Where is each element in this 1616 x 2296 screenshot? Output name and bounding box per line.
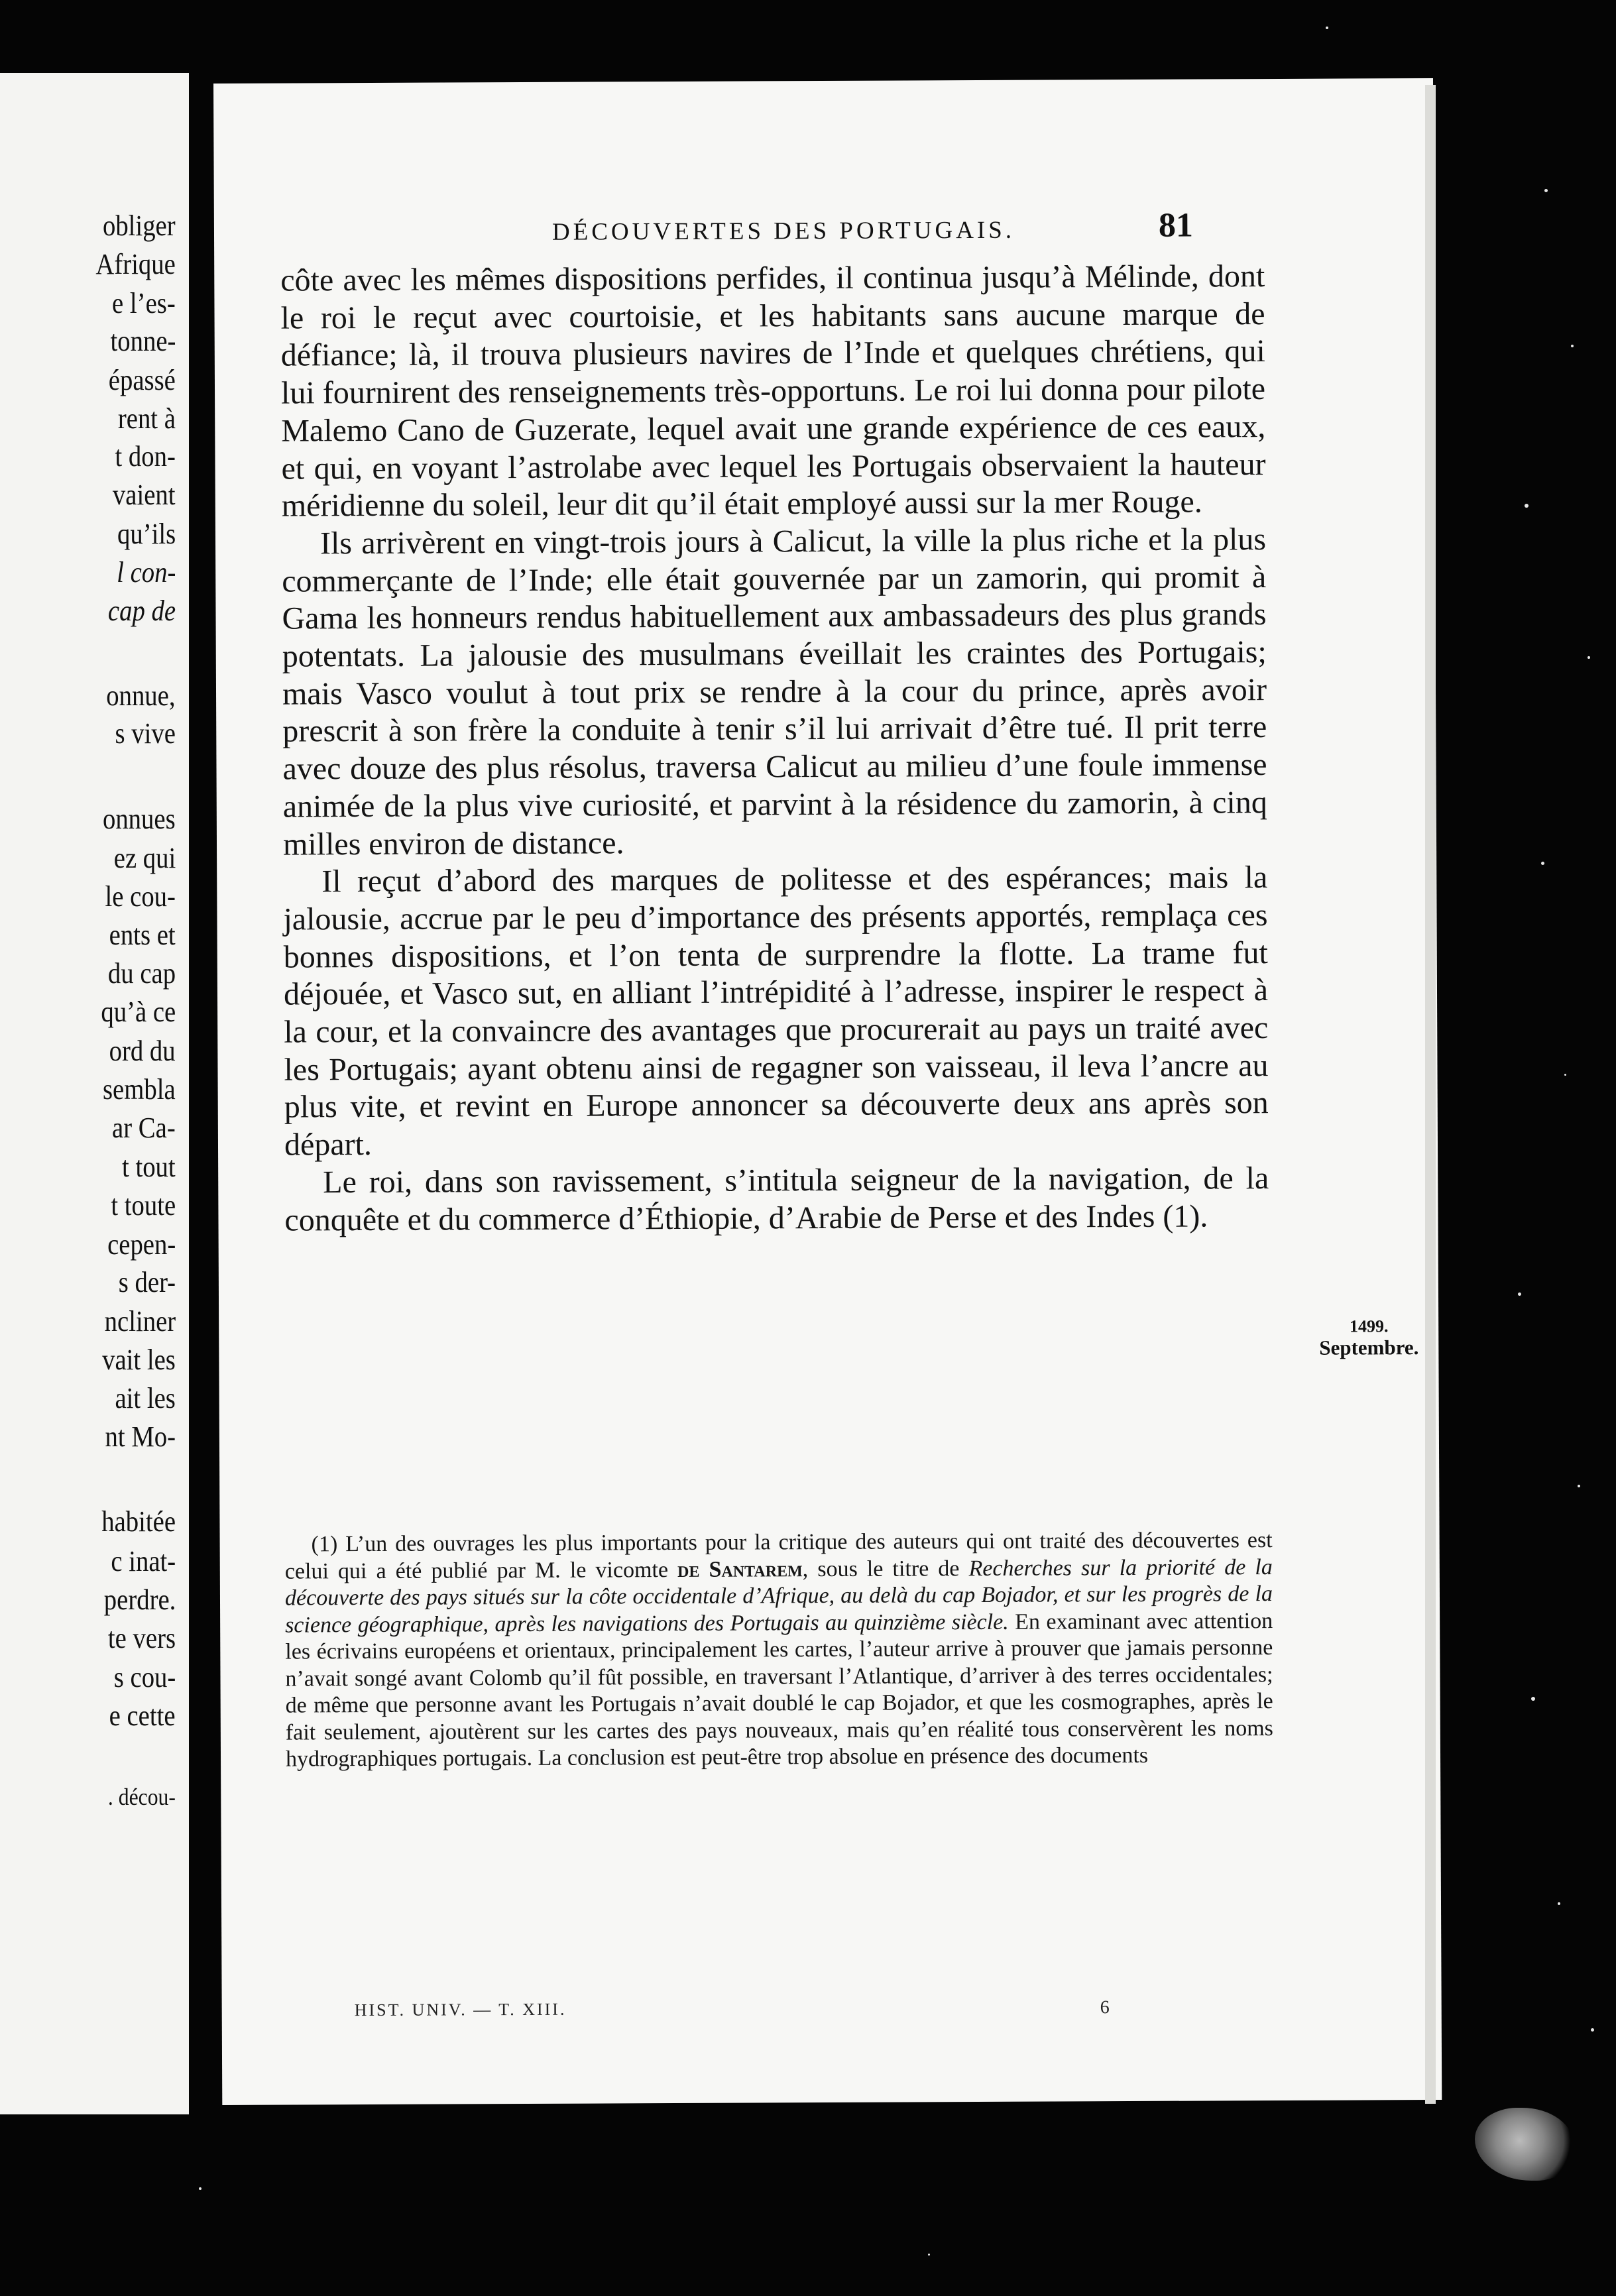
left-page-line: ord du — [109, 1035, 176, 1067]
printer-signature: HIST. UNIV. — T. XIII. — [354, 1999, 567, 2020]
left-page-line: onnues — [103, 803, 176, 835]
left-page-line: s vive — [115, 717, 176, 750]
body-text — [280, 258, 1269, 1239]
left-page-line: t tout — [122, 1151, 176, 1183]
left-page-line: qu’ils — [117, 518, 176, 550]
page-edge — [1425, 85, 1436, 2104]
left-page-line: vaient — [113, 479, 176, 511]
footnote-text-3: En examinant avec attention les écrivains européens et orientaux, principalement les cartes, l’auteur arrive à prouver que jamais personne n’avait songé avant Colomb qu’il fût possible, en traversant l’Atlantique, d’arriver à des terres occidentales; de même que personne avant les Portugais n’avait doublé le cap Bojador, et que les cosmographes, après le fait seulement, ajoutèrent sur les cartes des pays nouveaux, mais qu’en réalité tous conservèrent les noms hydrographiques portugais. La conclusion est peut-être trop absolue en présence des documents — [285, 1608, 1273, 1772]
left-page-line: . décou- — [107, 1784, 176, 1810]
paragraph: côte avec les mêmes dispositions perfides, il continua jusqu’à Mélinde, dont le roi le reçut avec courtoisie, et les habitants sans aucune marque de défiance; là, il trouva plusieurs navires de l’Inde et quelques chrétiens, qui lui fournirent des renseignements très-opportuns. Le roi lui donna pour pilote Malemo Cano de Guzerate, lequel avait une grande expérience de ces eaux, et qui, en voyant l’astrolabe avec lequel les Portugais observaient la hauteur méridienne du soleil, leur dit qu’il était employé aussi sur la mer Rouge. — [280, 258, 1266, 524]
left-page-line: e cette — [109, 1699, 176, 1732]
left-page-line: ait les — [115, 1382, 176, 1414]
dust-speck — [1541, 862, 1544, 865]
left-page-line: Afrique — [95, 248, 176, 280]
left-page-line: s cou- — [113, 1661, 176, 1693]
left-page-line: t don- — [115, 440, 176, 473]
left-page-line: s der- — [118, 1266, 176, 1298]
dust-speck — [1544, 189, 1548, 192]
left-facing-page — [0, 73, 189, 2114]
page-number: 81 — [1158, 206, 1194, 245]
left-page-line: e l’es- — [112, 287, 176, 319]
left-page-line: onnue, — [106, 679, 176, 712]
footnote-book-title: Recherches sur la priorité de la découverte des pays situés sur la côte occidentale d’Afrique, au delà du cap Bojador, et sur les progrès de la science géographique, après les navigations des Portugais au quinzième siècle. — [284, 1554, 1273, 1638]
left-page-line: du cap — [107, 957, 176, 990]
dust-speck — [1587, 656, 1590, 659]
left-page-line: épassé — [108, 364, 176, 396]
running-title: DÉCOUVERTES DES PORTUGAIS. — [551, 216, 1015, 246]
dust-speck — [1525, 504, 1529, 508]
left-page-line: cap de — [107, 595, 176, 627]
dust-speck — [928, 2254, 930, 2256]
left-page-line: perdre. — [103, 1583, 176, 1616]
book-page — [213, 78, 1442, 2105]
margin-note-date — [1306, 1316, 1432, 1359]
paragraph: Le roi, dans son ravissement, s’intitula seigneur de la navigation, de la conquête et du commerce d’Éthiopie, d’Arabie de Perse et des Indes (1). — [284, 1160, 1269, 1238]
left-page-line: t toute — [111, 1189, 176, 1222]
left-page-line: sembla — [103, 1073, 176, 1106]
left-page-line: vait les — [102, 1344, 176, 1376]
dust-speck — [1558, 1902, 1560, 1905]
footnote-marker: (1) — [311, 1532, 338, 1557]
left-page-line: ents et — [109, 919, 176, 951]
left-page-line: obliger — [103, 209, 176, 242]
left-page-line: c inat- — [111, 1545, 176, 1578]
left-page-line: habitée — [101, 1505, 176, 1538]
left-page-line: qu’à ce — [101, 996, 176, 1028]
dust-speck — [1591, 2028, 1594, 2032]
dust-speck — [1578, 1485, 1580, 1487]
paragraph: Il reçut d’abord des marques de politesse et des espérances; mais la jalousie, accrue par le peu d’importance des présents apportés, remplaça ces bonnes dispositions, et l’on tenta de surprendre la flotte. La trame fut déjouée, et Vasco sut, en alliant l’intrépidité à l’adresse, inspirer le respect à la cour, et la convaincre des avantages que procurerait au pays un traité avec les Portugais; ayant obtenu ainsi de regagner son vaisseau, il leva l’ancre au plus vite, et revint en Europe annoncer sa découverte deux ans après son départ. — [283, 860, 1269, 1163]
left-page-line: ar Ca- — [112, 1112, 176, 1144]
left-page-line: ez qui — [113, 842, 176, 874]
left-page-line: tonne- — [110, 325, 176, 357]
dust-speck — [199, 2187, 202, 2190]
footnote-text-2: , sous le titre de — [802, 1556, 960, 1581]
dust-speck — [1564, 1074, 1566, 1076]
footnote-text-1: L’un des ouvrages les plus importants pour la critique des auteurs qui ont traité des découvertes est celui qui a été publié par M. le vicomte — [284, 1528, 1273, 1584]
left-page-line: nt Mo- — [105, 1420, 176, 1453]
left-page-line: l con- — [116, 556, 176, 589]
left-page-line: ncliner — [104, 1305, 176, 1338]
left-page-line: te vers — [107, 1622, 176, 1654]
footnote — [285, 1527, 1274, 1773]
page-footer — [222, 1996, 1442, 2028]
scan-stain — [1475, 2108, 1574, 2181]
signature-number: 6 — [1100, 1997, 1110, 2018]
paragraph: Ils arrivèrent en vingt-trois jours à Calicut, la ville la plus riche et la plus commerçante de l’Inde; elle était gouvernée par un zamorin, qui promit à Gama les honneurs rendus habituellement aux ambassadeurs des plus grands potentats. La jalousie des musulmans éveillait les craintes des Portugais; mais Vasco voulut à tout prix se rendre à la cour du prince, après avoir prescrit à son frère la conduite à tenir s’il lui arrivait d’être tué. Il prit terre avec douze des plus résolus, traversa Calicut au milieu d’une foule immense animée de la plus vive curiosité, et parvint à la résidence du zamorin, à cinq milles environ de distance. — [282, 522, 1267, 862]
margin-note-month: Septembre. — [1319, 1336, 1419, 1359]
left-page-line: le cou- — [105, 880, 176, 913]
dust-speck — [1518, 1292, 1521, 1296]
left-page-line: cepen- — [107, 1228, 176, 1261]
dust-speck — [1326, 27, 1328, 29]
dust-speck — [1571, 345, 1574, 347]
margin-note-year: 1499. — [1349, 1316, 1389, 1336]
dust-speck — [1531, 1697, 1535, 1701]
footnote-author: de Santarem — [677, 1556, 803, 1582]
left-page-line: rent à — [117, 402, 176, 435]
